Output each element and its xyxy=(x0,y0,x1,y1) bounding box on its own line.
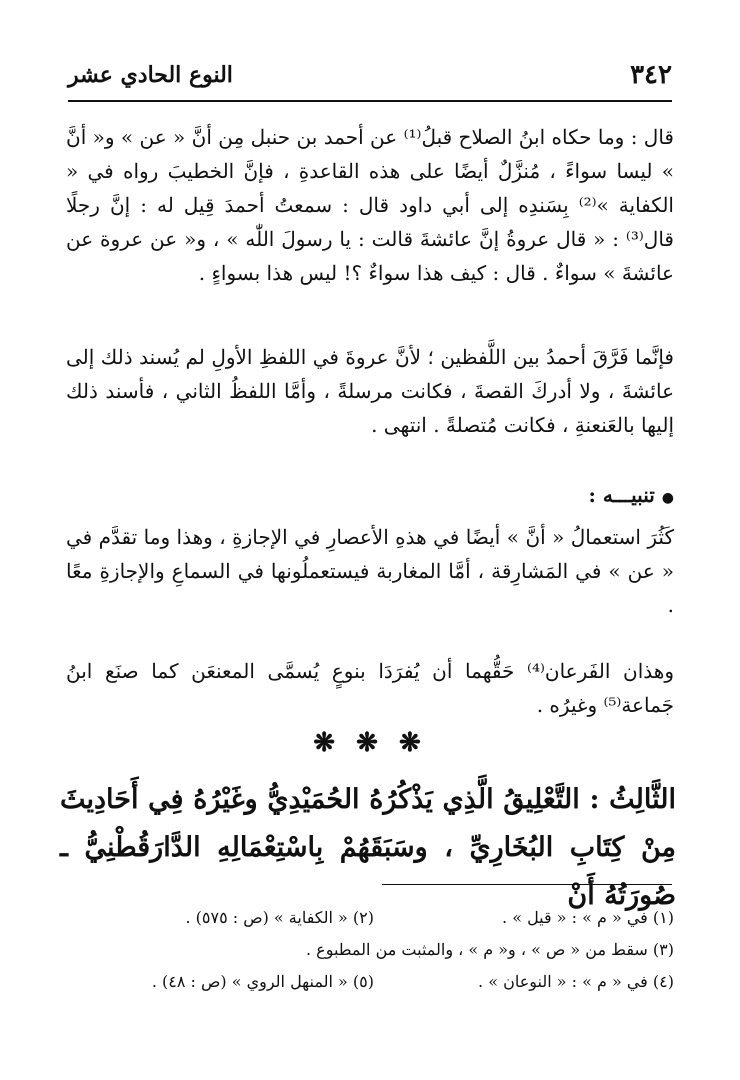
footnote-3: (٣) سقط من « ص » ، و« م » ، والمثبت من المطبوع . xyxy=(305,940,674,959)
footnotes xyxy=(66,902,674,998)
footnote-2: (٢) « الكفاية » (ص : ٥٧٥) . xyxy=(185,908,374,927)
footnote-5: (٥) « المنهل الروي » (ص : ٤٨) . xyxy=(151,972,374,991)
notice-label: تنبيـــه : xyxy=(588,483,655,507)
paragraph-notice: كَثُرَ استعمالُ « أنَّ » أيضًا في هذهِ الأعصارِ في الإجازةِ ، وهذا وما تقدَّم في « عن » في المَشارِقة ، أمَّا المغاربة فيستعملُونها في السماعِ والإجازةِ معًا . xyxy=(66,525,674,617)
bullet-icon: ● xyxy=(661,490,674,506)
footnote-row xyxy=(66,934,674,966)
footnote-1: (١) في « م » : « قيل » . xyxy=(502,908,674,927)
page-header xyxy=(68,52,672,98)
paragraph-2: فإنَّما فَرَّقَ أحمدُ بين اللَّفظين ؛ لأنَّ عروةَ في اللفظِ الأولِ لم يُسند ذلك إلى عائشةَ ، ولا أدركَ القصةَ ، فكانت مرسلةً ، وأمَّا اللفظُ الثاني ، فأسند ذلك إليها بالعَنعنةِ ، فكانت مُتصلةً . انتهى . xyxy=(66,345,674,437)
chapter-heading: الثَّالِثُ : التَّعْلِيقُ الَّذِي يَذْكُرُهُ الحُمَيْدِيُّ وغَيْرُهُ فِي أَحَادِيثَ مِنْ كِتَابِ البُخَارِيِّ ، وسَبَقَهُمْ بِاسْتِعْمَالِهِ الدَّارَقُطْنِيُّ ـ صُورَتُهُ أَنْ xyxy=(60,784,676,911)
paragraph-5: وهذان الفَرعان⁽⁴⁾ حَقُّهما أن يُفرَدَا بنوعٍ يُسمَّى المعنعَن كما صنَع ابنُ جَماعة⁽⁵⁾ وغيرُه . xyxy=(66,659,675,717)
running-title: النوع الحادي عشر xyxy=(68,62,233,88)
paragraph-1: قال : وما حكاه ابنُ الصلاح قبلُ⁽¹⁾ عن أحمد بن حنبل مِن أنَّ « عن » و« أنَّ » ليسا سواءً ، مُنزَّلٌ أيضًا على هذه القاعدةِ ، فإنَّ الخطيبَ رواه في « الكفاية »⁽²⁾ بِسَندِه إلى أبي داود قال : سمعتُ أحمدَ قِيل له : إنَّ رجلًا قال⁽³⁾ : « قال عروةُ إنَّ عائشةَ قالت : يا رسولَ اللّٰه » ، و« عن عروة عن عائشةَ » سواءٌ . قال : كيف هذا سواءٌ ؟! ليس هذا بسواءٍ . xyxy=(66,125,674,285)
footnote-row xyxy=(66,902,674,934)
page-number: ٣٤٢ xyxy=(630,60,672,90)
footnote-row xyxy=(66,966,674,998)
section-separator: ❋ ❋ ❋ xyxy=(313,728,427,758)
footnote-4: (٤) في « م » : « النوعان » . xyxy=(478,972,674,991)
notice-heading xyxy=(66,478,674,515)
footnote-rule xyxy=(382,884,672,885)
header-rule xyxy=(68,100,672,102)
